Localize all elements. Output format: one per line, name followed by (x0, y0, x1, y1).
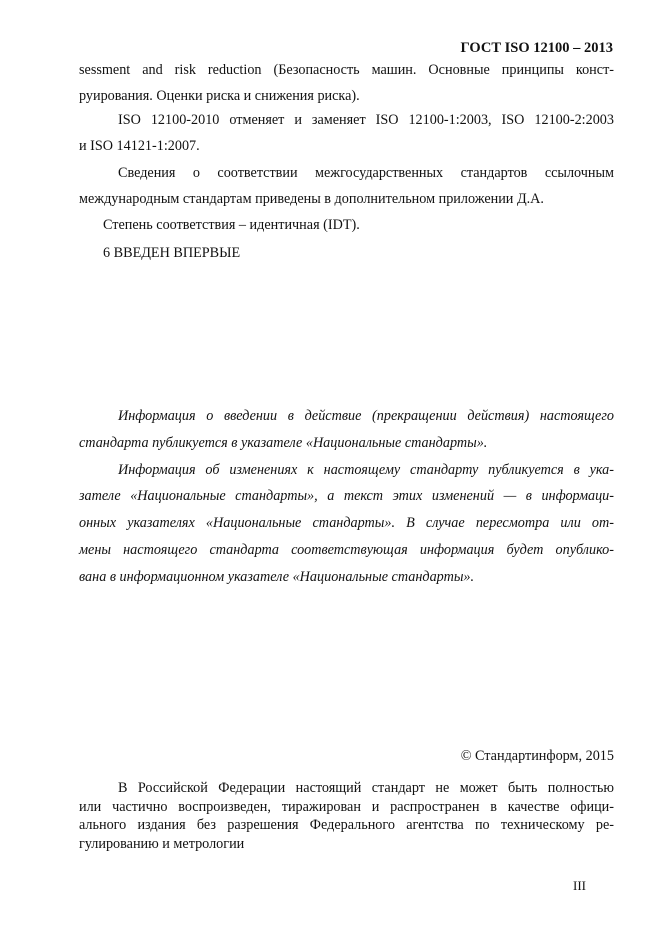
legal-line: или частично воспроизведен, тиражирован и распространен в качестве офици- (79, 798, 614, 815)
text-line: и ISO 14121-1:2007. (79, 138, 200, 154)
text-line: международным стандартам приведены в дополнительном приложении Д.А. (79, 191, 544, 207)
info-line: Информация о введении в действие (прекращении действия) настоящего (118, 408, 614, 424)
info-line: онных указателях «Национальные стандарты». В случае пересмотра или от- (79, 515, 614, 531)
info-line: мены настоящего стандарта соответствующая информация будет опублико- (79, 542, 614, 558)
legal-line: ального издания без разрешения Федерального агентства по техническому ре- (79, 817, 614, 833)
legal-line: гулированию и метрологии (79, 835, 245, 852)
document-header: ГОСТ ISO 12100 – 2013 (460, 40, 613, 56)
legal-notice (79, 779, 614, 853)
info-line: Информация об изменениях к настоящему стандарту публикуется в ука- (118, 462, 614, 478)
section-heading: 6 ВВЕДЕН ВПЕРВЫЕ (103, 245, 241, 261)
legal-line: В Российской Федерации настоящий стандарт не может быть полностью (118, 780, 614, 796)
text-line: Степень соответствия – идентичная (IDT). (103, 217, 360, 233)
text-line: руирования. Оценки риска и снижения риска). (79, 88, 360, 104)
info-line: вана в информационном указателе «Национальные стандарты». (79, 569, 475, 585)
info-line: стандарта публикуется в указателе «Национальные стандарты». (79, 435, 488, 451)
page-number: III (573, 878, 586, 893)
copyright-notice: © Стандартинформ, 2015 (460, 748, 614, 764)
text-line: Сведения о соответствии межгосударственных стандартов ссылочным (118, 165, 614, 181)
text-line: sessment and risk reduction (Безопасность машин. Основные принципы конст- (79, 62, 614, 78)
info-line: зателе «Национальные стандарты», а текст этих изменений — в информаци- (79, 488, 614, 504)
text-line: ISO 12100-2010 отменяет и заменяет ISO 12100-1:2003, ISO 12100-2:2003 (118, 112, 614, 128)
